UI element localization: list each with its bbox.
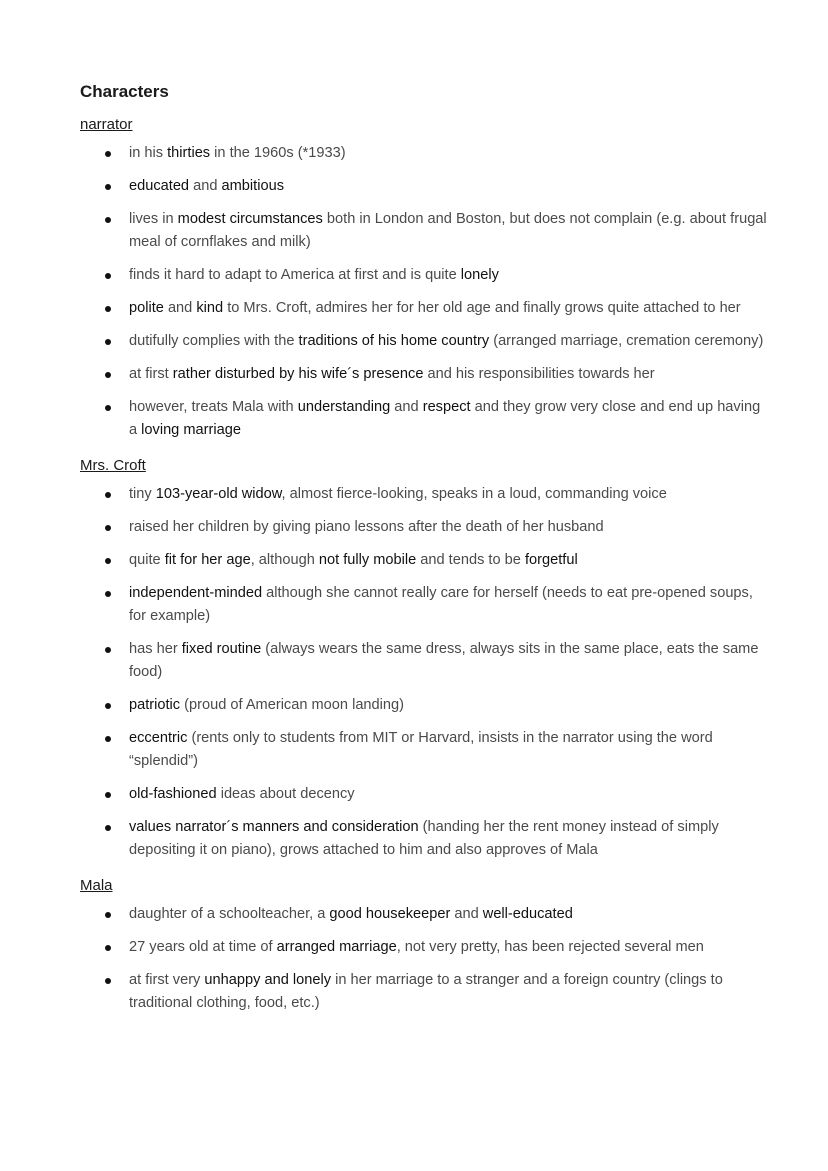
text-run: (handing her the rent money instead of simply depositing it on piano), grows attached to him and also approves of Mala xyxy=(129,819,719,858)
section-heading: narrator xyxy=(80,116,133,133)
section-mala xyxy=(80,877,768,1015)
highlighted-text: rather disturbed by his wife´s presence xyxy=(172,366,424,382)
list-item xyxy=(80,936,768,959)
section-heading: Mala xyxy=(80,877,113,894)
list-item xyxy=(80,727,768,773)
text-run: finds it hard to adapt to America at first and is quite xyxy=(129,267,461,283)
list-item xyxy=(80,363,768,386)
text-run: in her marriage to a stranger and a foreign country (clings to traditional clothing, food, etc.) xyxy=(129,972,723,1011)
highlighted-text: well-educated xyxy=(482,906,573,922)
text-run: to Mrs. Croft, admires her for her old age and finally grows quite attached to her xyxy=(223,300,741,316)
highlighted-text: educated xyxy=(129,178,190,194)
text-run: in his xyxy=(129,145,168,161)
text-run: has her xyxy=(129,641,182,657)
text-run: at first very xyxy=(129,972,205,988)
bullet-list xyxy=(80,903,768,1015)
text-run: raised her children by giving piano lessons after the death of her husband xyxy=(129,519,604,535)
highlighted-text: thirties xyxy=(167,145,211,161)
highlighted-text: forgetful xyxy=(524,552,578,568)
text-run: and they grow very close and end up having a xyxy=(129,399,761,438)
highlighted-text: unhappy and lonely xyxy=(204,972,332,988)
highlighted-text: eccentric xyxy=(129,730,188,746)
highlighted-text: ambitious xyxy=(221,178,284,194)
list-item xyxy=(80,142,768,165)
text-run: daughter of a schoolteacher, a xyxy=(129,906,330,922)
highlighted-text: good housekeeper xyxy=(329,906,451,922)
text-run: although she cannot really care for herself (needs to eat pre-opened soups, for example) xyxy=(129,585,753,624)
highlighted-text: values narrator´s manners and consideration xyxy=(129,819,419,835)
section-narrator xyxy=(80,116,768,442)
list-item xyxy=(80,816,768,862)
section-heading: Mrs. Croft xyxy=(80,457,146,474)
list-item xyxy=(80,638,768,684)
text-run: , not very pretty, has been rejected several men xyxy=(396,939,704,955)
section-mrs-croft xyxy=(80,457,768,862)
list-item xyxy=(80,208,768,254)
text-run: both in London and Boston, but does not complain (e.g. about frugal meal of cornflakes and milk) xyxy=(129,211,767,250)
highlighted-text: patriotic xyxy=(129,697,181,713)
text-run: (rents only to students from MIT or Harvard, insists in the narrator using the word “splendid”) xyxy=(129,730,713,769)
highlighted-text: traditions of his home country xyxy=(298,333,490,349)
text-run: and xyxy=(390,399,423,415)
list-item xyxy=(80,483,768,506)
list-item xyxy=(80,264,768,287)
text-run: and xyxy=(189,178,222,194)
list-item xyxy=(80,330,768,353)
list-item xyxy=(80,396,768,442)
list-item xyxy=(80,297,768,320)
highlighted-text: modest circumstances xyxy=(177,211,323,227)
text-run: and his responsibilities towards her xyxy=(423,366,655,382)
text-run: lives in xyxy=(129,211,178,227)
bullet-list xyxy=(80,483,768,862)
highlighted-text: 103-year-old widow xyxy=(155,486,282,502)
highlighted-text: understanding xyxy=(297,399,391,415)
text-run: and xyxy=(163,300,197,316)
text-run: , although xyxy=(250,552,319,568)
list-item xyxy=(80,694,768,717)
list-item xyxy=(80,175,768,198)
bullet-list xyxy=(80,142,768,442)
text-run: however, treats Mala with xyxy=(129,399,298,415)
page-title: Characters xyxy=(80,82,169,101)
text-run: tiny xyxy=(129,486,156,502)
highlighted-text: kind xyxy=(196,300,224,316)
list-item xyxy=(80,516,768,539)
highlighted-text: loving marriage xyxy=(141,422,241,438)
highlighted-text: independent-minded xyxy=(129,585,263,601)
text-run: quite xyxy=(129,552,165,568)
text-run: in the 1960s (*1933) xyxy=(210,145,346,161)
text-run: and xyxy=(450,906,483,922)
list-item xyxy=(80,903,768,926)
list-item xyxy=(80,549,768,572)
highlighted-text: polite xyxy=(129,300,164,316)
text-run: , almost fierce-looking, speaks in a loud, commanding voice xyxy=(281,486,667,502)
highlighted-text: arranged marriage xyxy=(276,939,397,955)
text-run: (always wears the same dress, always sits in the same place, eats the same food) xyxy=(129,641,759,680)
highlighted-text: fit for her age xyxy=(164,552,251,568)
text-run: (arranged marriage, cremation ceremony) xyxy=(489,333,764,349)
text-run: and tends to be xyxy=(416,552,525,568)
text-run: ideas about decency xyxy=(216,786,355,802)
highlighted-text: old-fashioned xyxy=(129,786,217,802)
highlighted-text: fixed routine xyxy=(181,641,262,657)
list-item xyxy=(80,783,768,806)
highlighted-text: respect xyxy=(422,399,471,415)
text-run: dutifully complies with the xyxy=(129,333,299,349)
highlighted-text: lonely xyxy=(460,267,499,283)
list-item xyxy=(80,969,768,1015)
highlighted-text: not fully mobile xyxy=(318,552,417,568)
text-run: 27 years old at time of xyxy=(129,939,277,955)
text-run: (proud of American moon landing) xyxy=(180,697,405,713)
list-item xyxy=(80,582,768,628)
text-run: at first xyxy=(129,366,173,382)
